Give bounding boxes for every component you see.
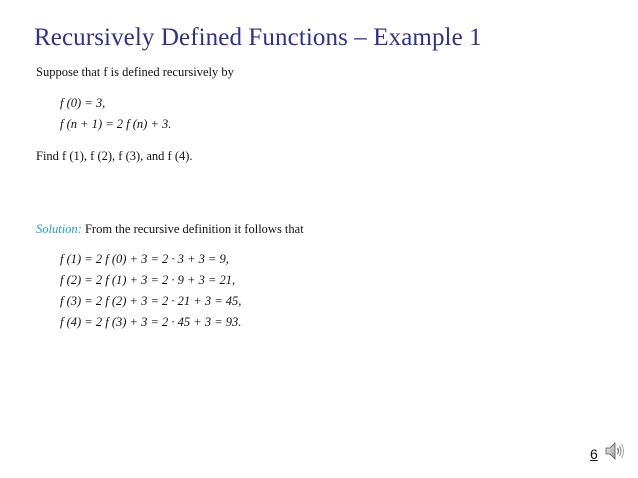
solution-statement [36, 221, 304, 237]
page-number: 6 [590, 446, 598, 462]
problem-task: Find f (1), f (2), f (3), and f (4). [36, 149, 193, 163]
solution-line-1: f (1) = 2 f (0) + 3 = 2 · 3 + 3 = 9, [60, 252, 229, 266]
recursion-step: f (n + 1) = 2 f (n) + 3. [60, 117, 172, 131]
solution-line-2: f (2) = 2 f (1) + 3 = 2 · 9 + 3 = 21, [60, 273, 236, 287]
speaker-icon[interactable] [603, 440, 625, 462]
slide-title: Recursively Defined Functions – Example 1 [34, 24, 482, 51]
solution-label: Solution: [36, 222, 82, 236]
recursion-base-case: f (0) = 3, [60, 96, 106, 110]
solution-text: From the recursive definition it follows that [81, 222, 304, 236]
problem-intro: Suppose that f is defined recursively by [36, 65, 234, 79]
solution-line-3: f (3) = 2 f (2) + 3 = 2 · 21 + 3 = 45, [60, 294, 242, 308]
solution-line-4: f (4) = 2 f (3) + 3 = 2 · 45 + 3 = 93. [60, 315, 242, 329]
